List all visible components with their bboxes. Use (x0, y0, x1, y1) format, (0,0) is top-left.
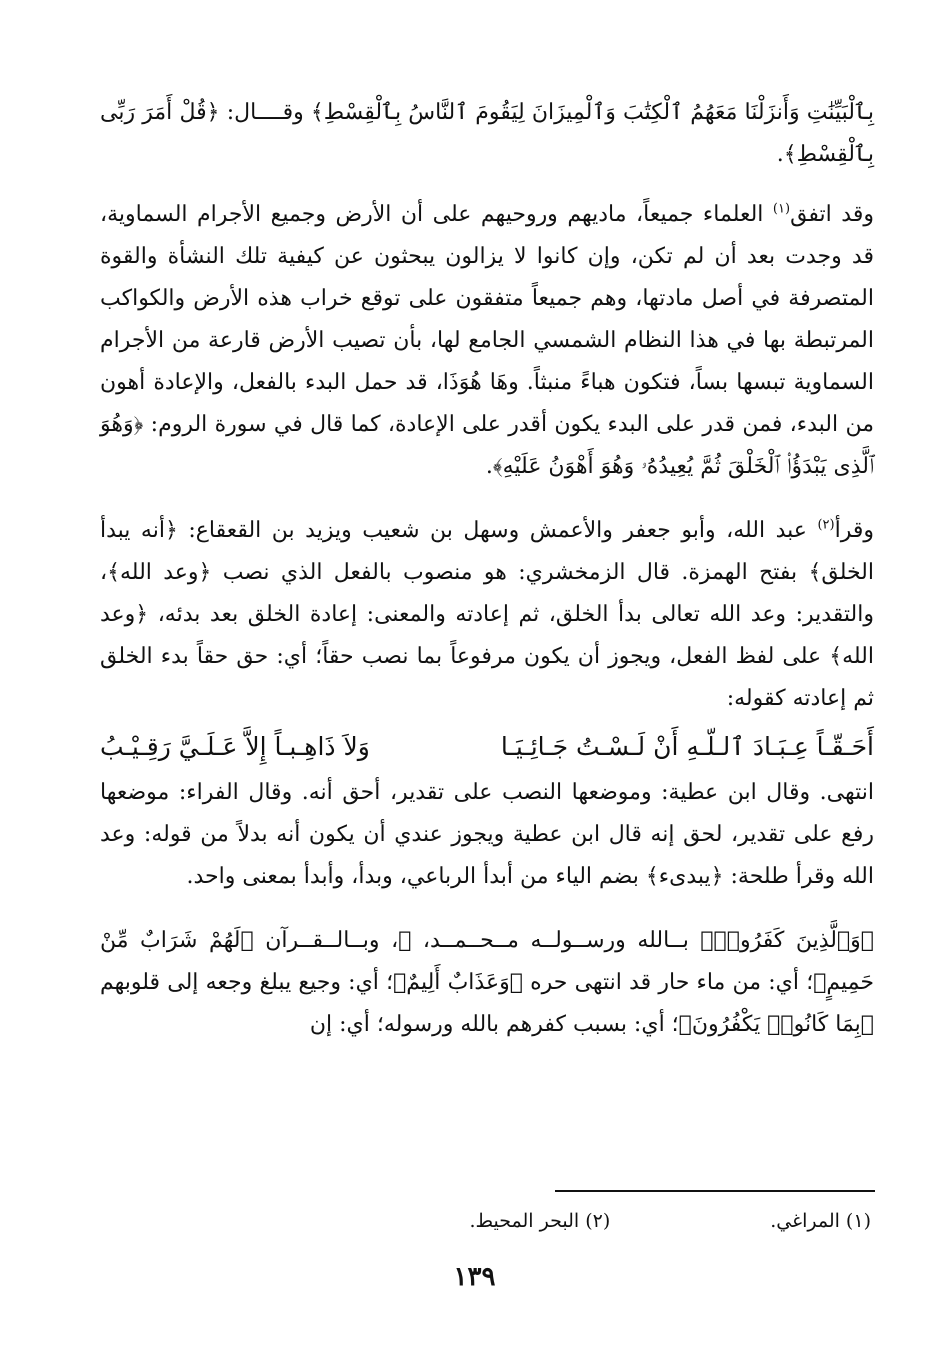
footnote-divider (555, 1190, 875, 1192)
paragraph-1: بِٱلْبَيِّنَٰتِ وَأَنزَلْنَا مَعَهُمُ ٱلْكِتَٰبَ وَٱلْمِيزَانَ لِيَقُومَ ٱلنَّاسُ بِٱلْقِسْطِ﴾ وقــــال: ﴿قُلْ أَمَرَ رَبِّى بِٱلْقِسْطِ﴾. (100, 100, 874, 167)
paragraph-2 (100, 194, 874, 488)
paragraph-3-rest: عبد الله، وأبو جعفر والأعمش وسهل بن شعيب ويزيد بن القعقاع: ﴿أنه يبدأ الخلق﴾ بفتح الهمزة. قال الزمخشري: هو منصوب بالفعل الذي نصب ﴿وعد الله﴾، والتقدير: وعد الله تعالى بدأ الخلق، ثم إعادته والمعنى: إعادة الخلق بعد بدئه، ﴿وعد الله﴾ على لفظ الفعل، ويجوز أن يكون مرفوعاً بما نصب حقاً؛ أي: حق حقاً بدء الخلق ثم إعادته كقوله: (100, 518, 874, 711)
verse-first-hemistich: أَحَـقّـاً عِـبَـادَ ٱلـلّـهِ أَنْ لَـسْـتُ جَـائِـيَـا (500, 732, 874, 761)
footnote-2: (٢) البحر المحيط. (469, 1210, 611, 1232)
paragraph-3 (100, 510, 874, 720)
footnote-ref-2: (٢) (817, 517, 835, 533)
paragraph-2-start: وقد اتفق (790, 202, 874, 227)
verse-second-hemistich: وَلاَ ذَاهِـبـاً إِلاَّ عَـلَـيَّ رَقِـيْـبُ (100, 732, 370, 761)
page-number: ١٣٩ (453, 1262, 496, 1292)
footnotes (469, 1206, 871, 1236)
paragraph-2-rest: العلماء جميعاً، ماديهم وروحيهم على أن الأرض وجميع الأجرام السماوية، قد وجدت بعد أن لم تكن، وإن كانوا لا يزالون يبحثون عن كيفية تلك النشأة والقوة المتصرفة في أصل مادتها، وهم جميعاً متفقون على توقع خراب هذه الأرض والكواكب المرتبطة بها في هذا النظام الشمسي الجامع لها، بأن تصيب الأرض قارعة من الأجرام السماوية تبسها بساً، فتكون هباءً منبثاً. وهَا هُوَذَا، قد حمل البدء بالفعل، والإعادة أهون من البدء، فمن قدر على البدء يكون أقدر على الإعادة، كما قال في سورة الروم: ﴿وَهُوَ ٱلَّذِى يَبْدَؤُا۟ ٱلْخَلْقَ ثُمَّ يُعِيدُهُۥ وَهُوَ أَهْوَنُ عَلَيْهِ﴾. (100, 202, 874, 479)
footnote-ref-1: (١) (772, 201, 791, 217)
paragraph-5: ﴿وَٱلَّذِينَ كَفَرُوا۟﴾ بــالله ورســولــه مــحــمــد، ﷺ، وبــالــقــرآن ﴿لَهُمْ شَرَابٌ مِّنْ حَمِيمٍ﴾؛ أي: من ماء حار قد انتهى حره ﴿وَعَذَابٌ أَلِيمٌ﴾؛ أي: وجيع يبلغ وجعه إلى قلوبهم ﴿بِمَا كَانُوا۟ يَكْفُرُونَ﴾؛ أي: بسبب كفرهم بالله ورسوله؛ أي: إن (100, 928, 874, 1037)
body-text (100, 92, 874, 1068)
paragraph-3-start: وقرأ (834, 518, 874, 543)
poetry-verse (100, 724, 874, 770)
paragraph-4: انتهى. وقال ابن عطية: وموضعها النصب على تقدير، أحق أنه. وقال الفراء: موضعها رفع على تقدير، لحق إنه قال ابن عطية ويجوز عندي أن يكون أنه بدلاً من قوله: وعد الله وقرأ طلحة: ﴿يبدىء﴾ بضم الياء من أبدأ الرباعي، وبدأ، وأبدأ بمعنى واحد. (100, 780, 874, 889)
footnote-1: (١) المراغي. (770, 1210, 871, 1232)
